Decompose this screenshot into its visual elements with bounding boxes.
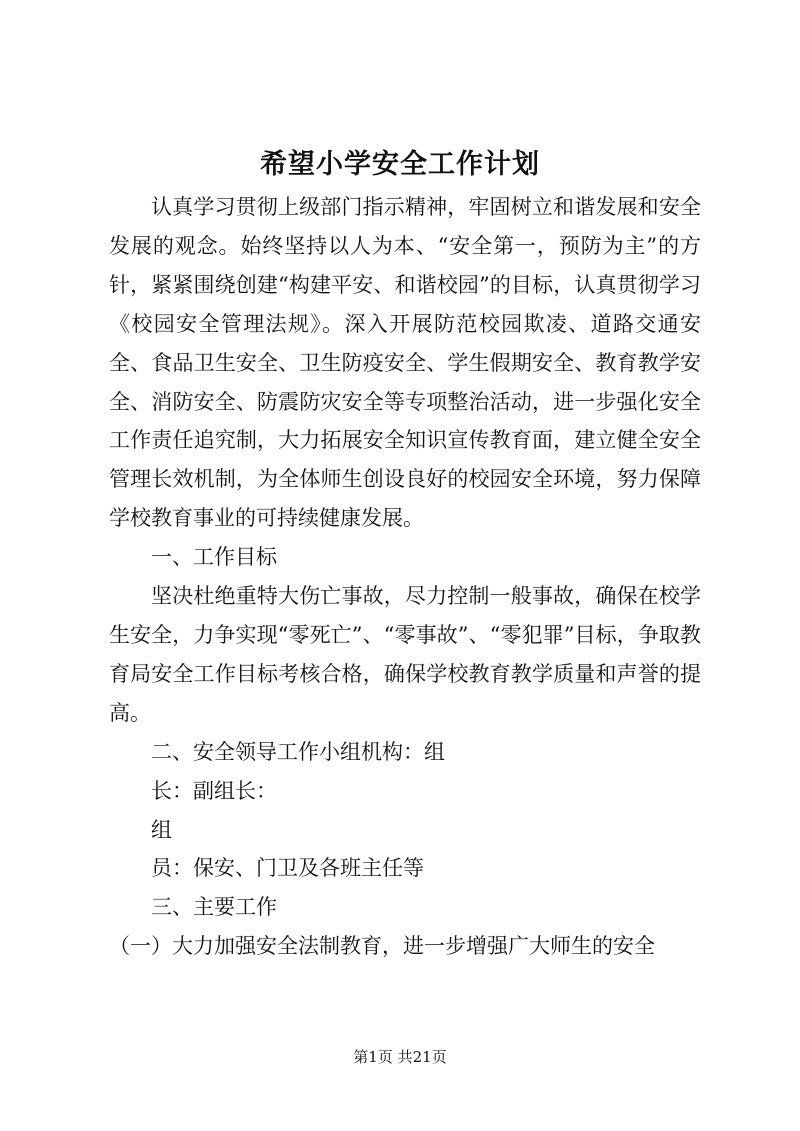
section-heading-main-work: 三、主要工作 — [151, 895, 277, 920]
page-number-footer: 第1页 共21页 — [353, 1048, 447, 1066]
leadership-line-1: 长：副组长： — [151, 778, 277, 803]
document-title: 希望小学安全工作计划 — [260, 149, 540, 180]
goals-paragraph: 坚决杜绝重特大伤亡事故，尽力控制一般事故，确保在校学生安全，力争实现“零死亡”、“零事故”、“零犯罪”目标，争取教育局安全工作目标考核合格，确保学校教育教学质量和声誉的提高。 — [109, 584, 701, 725]
main-work-item-1: （一）大力加强安全法制教育，进一步增强广大师生的安全 — [109, 934, 655, 959]
section-heading-leadership: 二、安全领导工作小组机构：组 — [151, 739, 445, 764]
leadership-line-3: 员：保安、门卫及各班主任等 — [151, 856, 424, 881]
document-body — [109, 188, 701, 966]
leadership-line-2: 组 — [151, 817, 172, 842]
intro-paragraph: 认真学习贯彻上级部门指示精神，牢固树立和谐发展和安全发展的观念。始终坚持以人为本、“安全第一，预防为主”的方针，紧紧围绕创建“构建平安、和谐校园”的目标，认真贯彻学习《校园安全管理法规》。深入开展防范校园欺凌、道路交通安全、食品卫生安全、卫生防疫安全、学生假期安全、教育教学安全、消防安全、防震防灾安全等专项整治活动，进一步强化安全工作责任追究制，大力拓展安全知识宣传教育面，建立健全安全管理长效机制，为全体师生创设良好的校园安全环境，努力保障学校教育事业的可持续健康发展。 — [109, 195, 701, 531]
section-heading-goals: 一、工作目标 — [151, 545, 277, 570]
